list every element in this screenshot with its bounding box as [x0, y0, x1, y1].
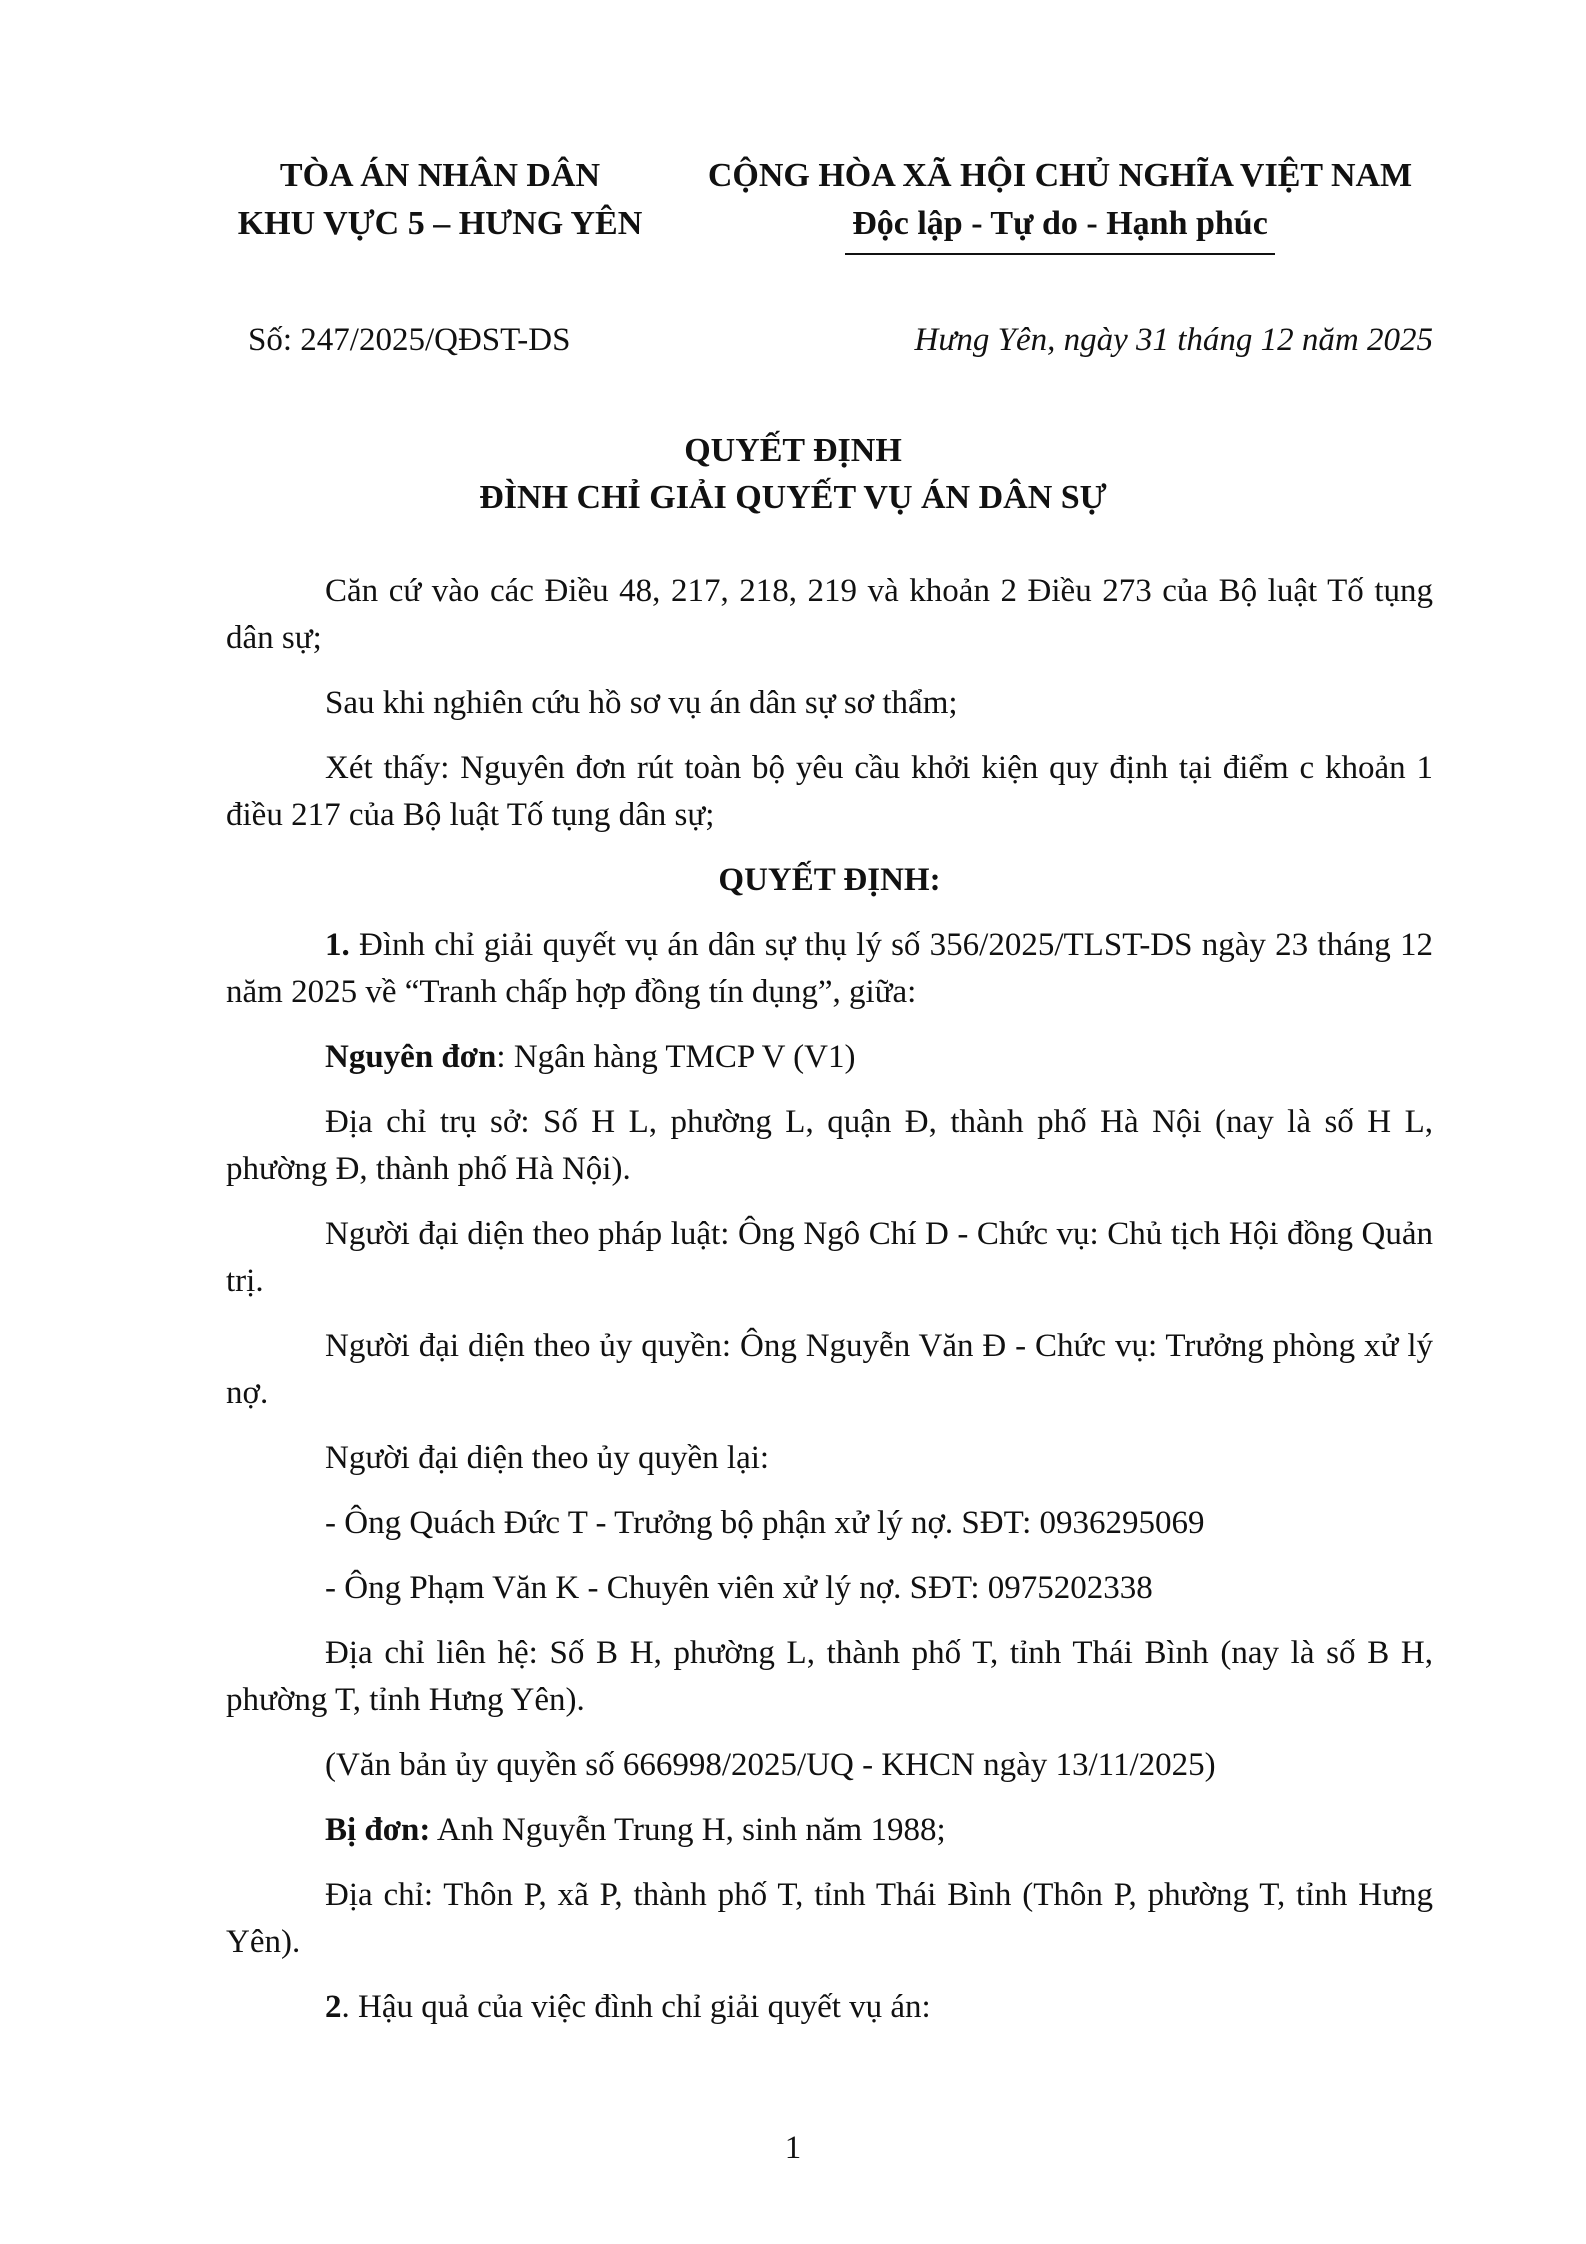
- contact-address: Địa chỉ liên hệ: Số B H, phường L, thành phố T, tỉnh Thái Bình (nay là số B H, phường T, tỉnh Hưng Yên).: [226, 1635, 1433, 1718]
- national-motto: Độc lập - Tự do - Hạnh phúc: [852, 205, 1268, 242]
- decision-item-1: [226, 922, 1433, 1016]
- plaintiff-paragraph: [226, 1034, 1433, 1081]
- defendant-label: Bị đơn:: [325, 1812, 431, 1848]
- document-title: QUYẾT ĐỊNH: [684, 432, 902, 469]
- motto-underline: [845, 253, 1275, 255]
- document-subtitle: ĐÌNH CHỈ GIẢI QUYẾT VỤ ÁN DÂN SỰ: [479, 479, 1107, 516]
- nation-name: CỘNG HÒA XÃ HỘI CHỦ NGHĨA VIỆT NAM: [707, 157, 1413, 194]
- authorization-document: (Văn bản ủy quyền số 666998/2025/UQ - KHCN ngày 13/11/2025): [325, 1747, 1216, 1783]
- sub-representative-2: - Ông Phạm Văn K - Chuyên viên xử lý nợ. SĐT: 0975202338: [325, 1570, 1153, 1606]
- plaintiff-address: Địa chỉ trụ sở: Số H L, phường L, quận Đ, thành phố Hà Nội (nay là số H L, phường Đ, thành phố Hà Nội).: [226, 1104, 1433, 1187]
- document-number: Số: 247/2025/QĐST-DS: [248, 322, 571, 358]
- document-body: [226, 568, 1433, 2049]
- sub-representative-1: - Ông Quách Đức T - Trưởng bộ phận xử lý nợ. SĐT: 0936295069: [325, 1505, 1205, 1541]
- item-text: . Hậu quả của việc đình chỉ giải quyết vụ án:: [341, 1989, 931, 2025]
- item-text: Đình chỉ giải quyết vụ án dân sự thụ lý số 356/2025/TLST-DS ngày 23 tháng 12 năm 2025 về “Tranh chấp hợp đồng tín dụng”, giữa:: [226, 927, 1433, 1010]
- decision-item-2: [226, 1984, 1433, 2031]
- court-name: TÒA ÁN NHÂN DÂN: [279, 157, 601, 194]
- legal-representative: Người đại diện theo pháp luật: Ông Ngô Chí D - Chức vụ: Chủ tịch Hội đồng Quản trị.: [226, 1216, 1433, 1299]
- authorized-representative: Người đại diện theo ủy quyền: Ông Nguyễn Văn Đ - Chức vụ: Trưởng phòng xử lý nợ.: [226, 1328, 1433, 1411]
- sub-representative-heading: Người đại diện theo ủy quyền lại:: [325, 1440, 770, 1476]
- decision-heading: QUYẾT ĐỊNH:: [718, 862, 941, 898]
- legal-basis-paragraph: Căn cứ vào các Điều 48, 217, 218, 219 và khoản 2 Điều 273 của Bộ luật Tố tụng dân sự;: [226, 573, 1433, 656]
- place-date: Hưng Yên, ngày 31 tháng 12 năm 2025: [914, 322, 1433, 358]
- court-region: KHU VỰC 5 – HƯNG YÊN: [237, 205, 643, 242]
- defendant-paragraph: [226, 1807, 1433, 1854]
- national-header: [690, 152, 1430, 248]
- defendant-name: Anh Nguyễn Trung H, sinh năm 1988;: [430, 1812, 946, 1848]
- defendant-address: Địa chỉ: Thôn P, xã P, thành phố T, tỉnh Thái Bình (Thôn P, phường T, tỉnh Hưng Yên).: [226, 1877, 1433, 1960]
- finding-paragraph: Xét thấy: Nguyên đơn rút toàn bộ yêu cầu khởi kiện quy định tại điểm c khoản 1 điều 217 của Bộ luật Tố tụng dân sự;: [226, 750, 1433, 833]
- court-header: [210, 152, 670, 248]
- item-number: 1.: [325, 927, 350, 963]
- review-paragraph: Sau khi nghiên cứu hồ sơ vụ án dân sự sơ thẩm;: [325, 685, 958, 721]
- plaintiff-name: : Ngân hàng TMCP V (V1): [496, 1039, 856, 1075]
- plaintiff-label: Nguyên đơn: [325, 1039, 497, 1075]
- item-number: 2: [325, 1989, 342, 2025]
- page-number: 1: [784, 2130, 802, 2166]
